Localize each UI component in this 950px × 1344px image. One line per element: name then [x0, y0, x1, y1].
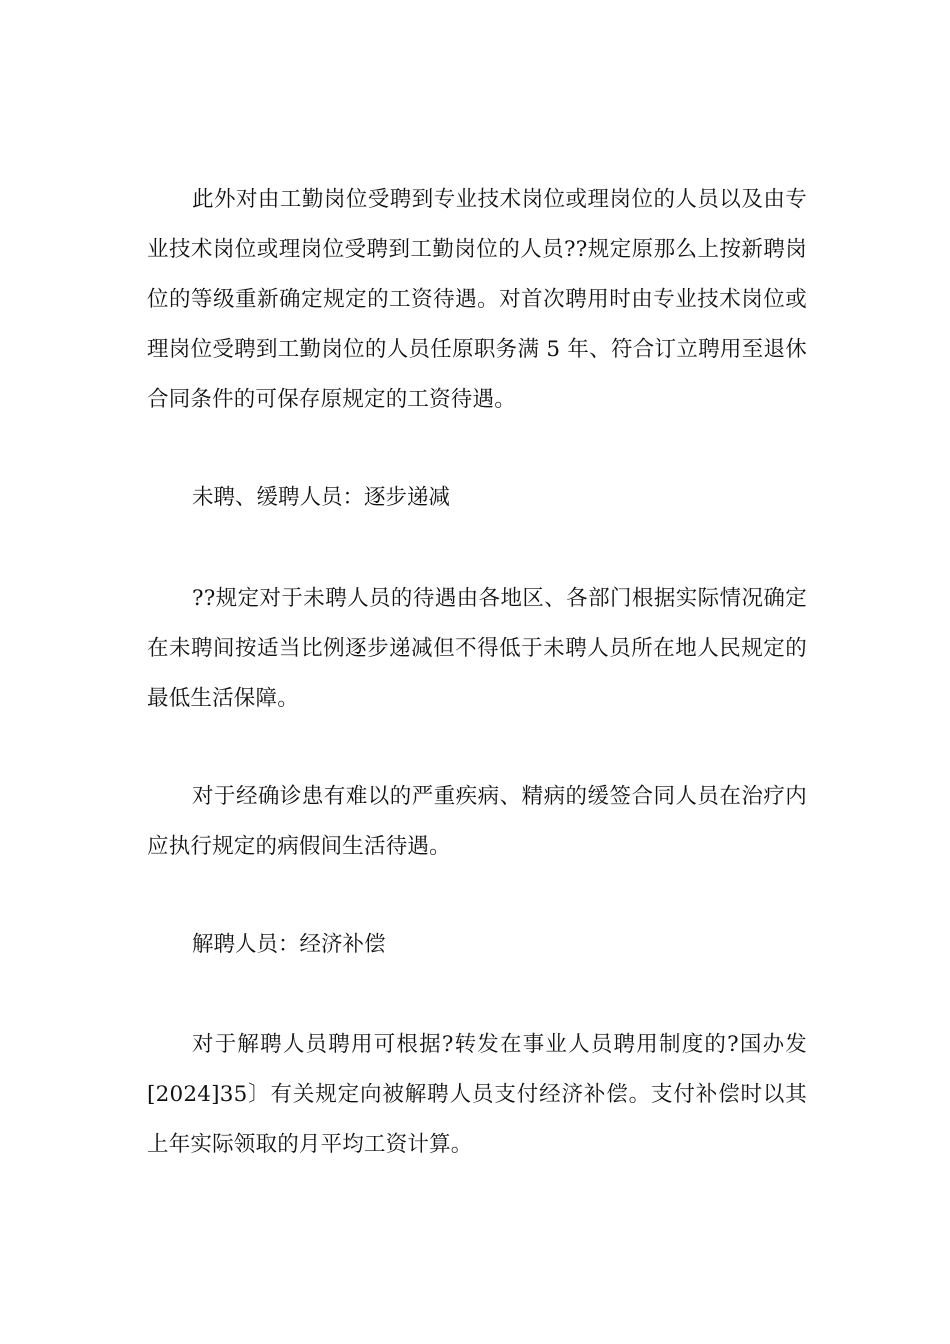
body-paragraph: 对于经确诊患有难以的严重疾病、精病的缓签合同人员在治疗内应执行规定的病假间生活待遇。 — [147, 784, 807, 859]
body-paragraph: ??规定对于未聘人员的待遇由各地区、各部门根据实际情况确定在未聘间按适当比例逐步递减但不得低于未聘人员所在地人民规定的最低生活保障。 — [147, 586, 807, 711]
body-paragraph: 此外对由工勤岗位受聘到专业技术岗位或理岗位的人员以及由专业技术岗位或理岗位受聘到工勤岗位的人员??规定原那么上按新聘岗位的等级重新确定规定的工资待遇。对首次聘用时由专业技术岗位或理岗位受聘到工勤岗位的人员任原职务满 5 年、符合订立聘用至退休合同条件的可保存原规定的工资待遇。 — [147, 187, 807, 412]
section-heading: 解聘人员：经济补偿 — [192, 932, 386, 957]
body-paragraph: 对于解聘人员聘用可根据?转发在事业人员聘用制度的?国办发[2024]35〕有关规定向被解聘人员支付经济补偿。支付补偿时以其上年实际领取的月平均工资计算。 — [147, 1032, 807, 1157]
section-heading: 未聘、缓聘人员：逐步递减 — [192, 485, 451, 510]
